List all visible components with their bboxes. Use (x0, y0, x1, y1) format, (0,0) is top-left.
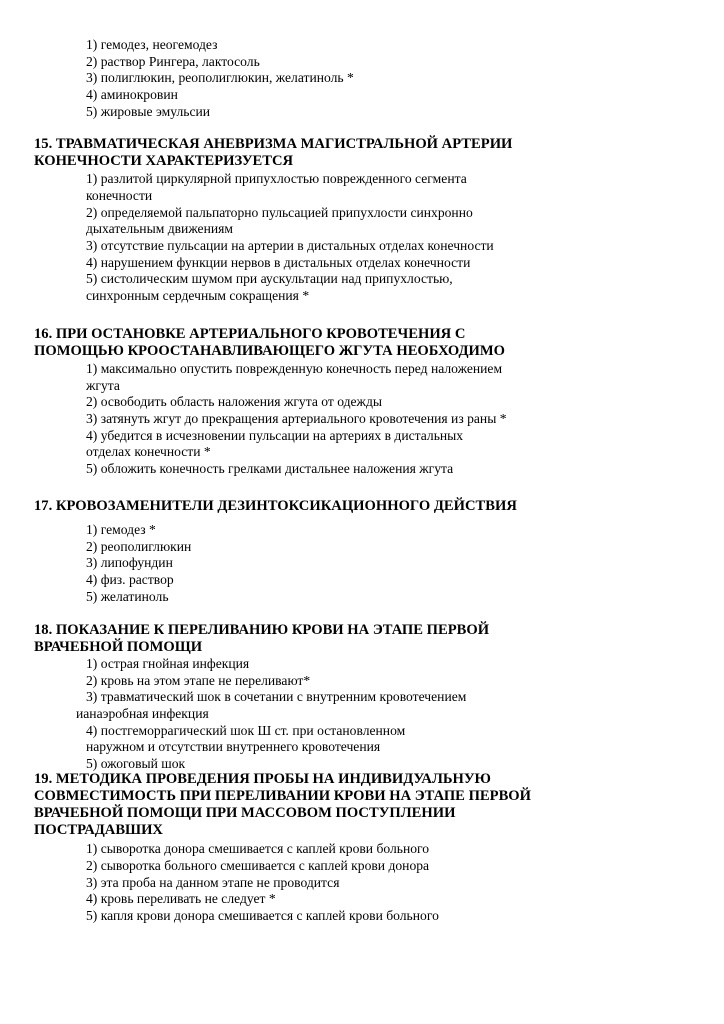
question-title: 18. ПОКАЗАНИЕ К ПЕРЕЛИВАНИЮ КРОВИ НА ЭТАПЕ ПЕРВОЙ (34, 622, 490, 638)
answer-line: 1) сыворотка донора смешивается с каплей крови больного (86, 841, 430, 856)
answer-line: 3) полиглюкин, реополиглюкин, желатиноль * (86, 70, 354, 85)
question-title: 15. ТРАВМАТИЧЕСКАЯ АНЕВРИЗМА МАГИСТРАЛЬНОЙ АРТЕРИИ (34, 136, 513, 152)
answer-line: 1) гемодез, неогемодез (86, 37, 218, 52)
answer-line: жгута (86, 378, 120, 393)
answer-line: 4) постгеморрагический шок Ш ст. при остановленном (86, 723, 406, 738)
answer-line: наружном и отсутствии внутреннего кровотечения (86, 739, 381, 754)
question-title: 19. МЕТОДИКА ПРОВЕДЕНИЯ ПРОБЫ НА ИНДИВИДУАЛЬНУЮ (34, 771, 491, 787)
answer-line: 5) жировые эмульсии (86, 104, 211, 119)
answer-line: синхронным сердечным сокращения * (86, 288, 310, 303)
answer-line: 1) максимально опустить поврежденную конечность перед наложением (86, 361, 503, 376)
answer-line: 2) кровь на этом этапе не переливают* (86, 673, 311, 688)
answer-line: 4) кровь переливать не следует * (86, 891, 276, 906)
question-title: 16. ПРИ ОСТАНОВКЕ АРТЕРИАЛЬНОГО КРОВОТЕЧЕНИЯ С (34, 326, 466, 342)
answer-line: дыхательным движениям (86, 221, 233, 236)
answer-line: 4) нарушением функции нервов в дистальных отделах конечности (86, 255, 471, 270)
answer-line: 5) обложить конечность грелками дистальнее наложения жгута (86, 461, 454, 476)
answer-line: 5) ожоговый шок (86, 756, 186, 771)
question-title: СОВМЕСТИМОСТЬ ПРИ ПЕРЕЛИВАНИИ КРОВИ НА ЭТАПЕ ПЕРВОЙ (34, 788, 532, 804)
answer-line: 5) систолическим шумом при аускультации над припухлостью, (86, 271, 453, 286)
answer-line: 2) освободить область наложения жгута от одежды (86, 394, 383, 409)
question-title: ВРАЧЕБНОЙ ПОМОЩИ ПРИ МАССОВОМ ПОСТУПЛЕНИИ (34, 805, 456, 821)
answer-line: 5) желатиноль (86, 589, 169, 604)
answer-line: 4) аминокровин (86, 87, 178, 102)
answer-line: 3) травматический шок в сочетании с внутренним кровотечением (86, 689, 467, 704)
answer-line: 3) затянуть жгут до прекращения артериального кровотечения из раны * (86, 411, 507, 426)
answer-line: 4) физ. раствор (86, 572, 174, 587)
question-title: 17. КРОВОЗАМЕНИТЕЛИ ДЕЗИНТОКСИКАЦИОННОГО ДЕЙСТВИЯ (34, 498, 517, 514)
answer-line: 3) липофундин (86, 555, 173, 570)
question-title: ПОСТРАДАВШИХ (34, 822, 163, 838)
answer-line: 1) разлитой циркулярной припухлостью поврежденного сегмента (86, 171, 467, 186)
answer-line: 5) капля крови донора смешивается с каплей крови больного (86, 908, 439, 923)
question-title: ВРАЧЕБНОЙ ПОМОЩИ (34, 639, 203, 655)
answer-line: 2) сыворотка больного смешивается с каплей крови донора (86, 858, 430, 873)
answer-line: 3) эта проба на данном этапе не проводится (86, 875, 340, 890)
answer-line: 1) гемодез * (86, 522, 156, 537)
answer-line: 1) острая гнойная инфекция (86, 656, 250, 671)
answer-line: отделах конечности * (86, 444, 211, 459)
question-title: КОНЕЧНОСТИ ХАРАКТЕРИЗУЕТСЯ (34, 153, 294, 169)
question-title: ПОМОЩЬЮ КРООСТАНАВЛИВАЮЩЕГО ЖГУТА НЕОБХОДИМО (34, 343, 506, 359)
answer-line: 2) реополиглюкин (86, 539, 192, 554)
answer-line: 3) отсутствие пульсации на артерии в дистальных отделах конечности (86, 238, 494, 253)
answer-line: конечности (86, 188, 153, 203)
answer-line: 4) убедится в исчезновении пульсации на артериях в дистальных (86, 428, 464, 443)
answer-line: 2) раствор Рингера, лактосоль (86, 54, 260, 69)
answer-line: 2) определяемой пальпаторно пульсацией припухлости синхронно (86, 205, 473, 220)
answer-line: ианаэробная инфекция (76, 706, 209, 721)
